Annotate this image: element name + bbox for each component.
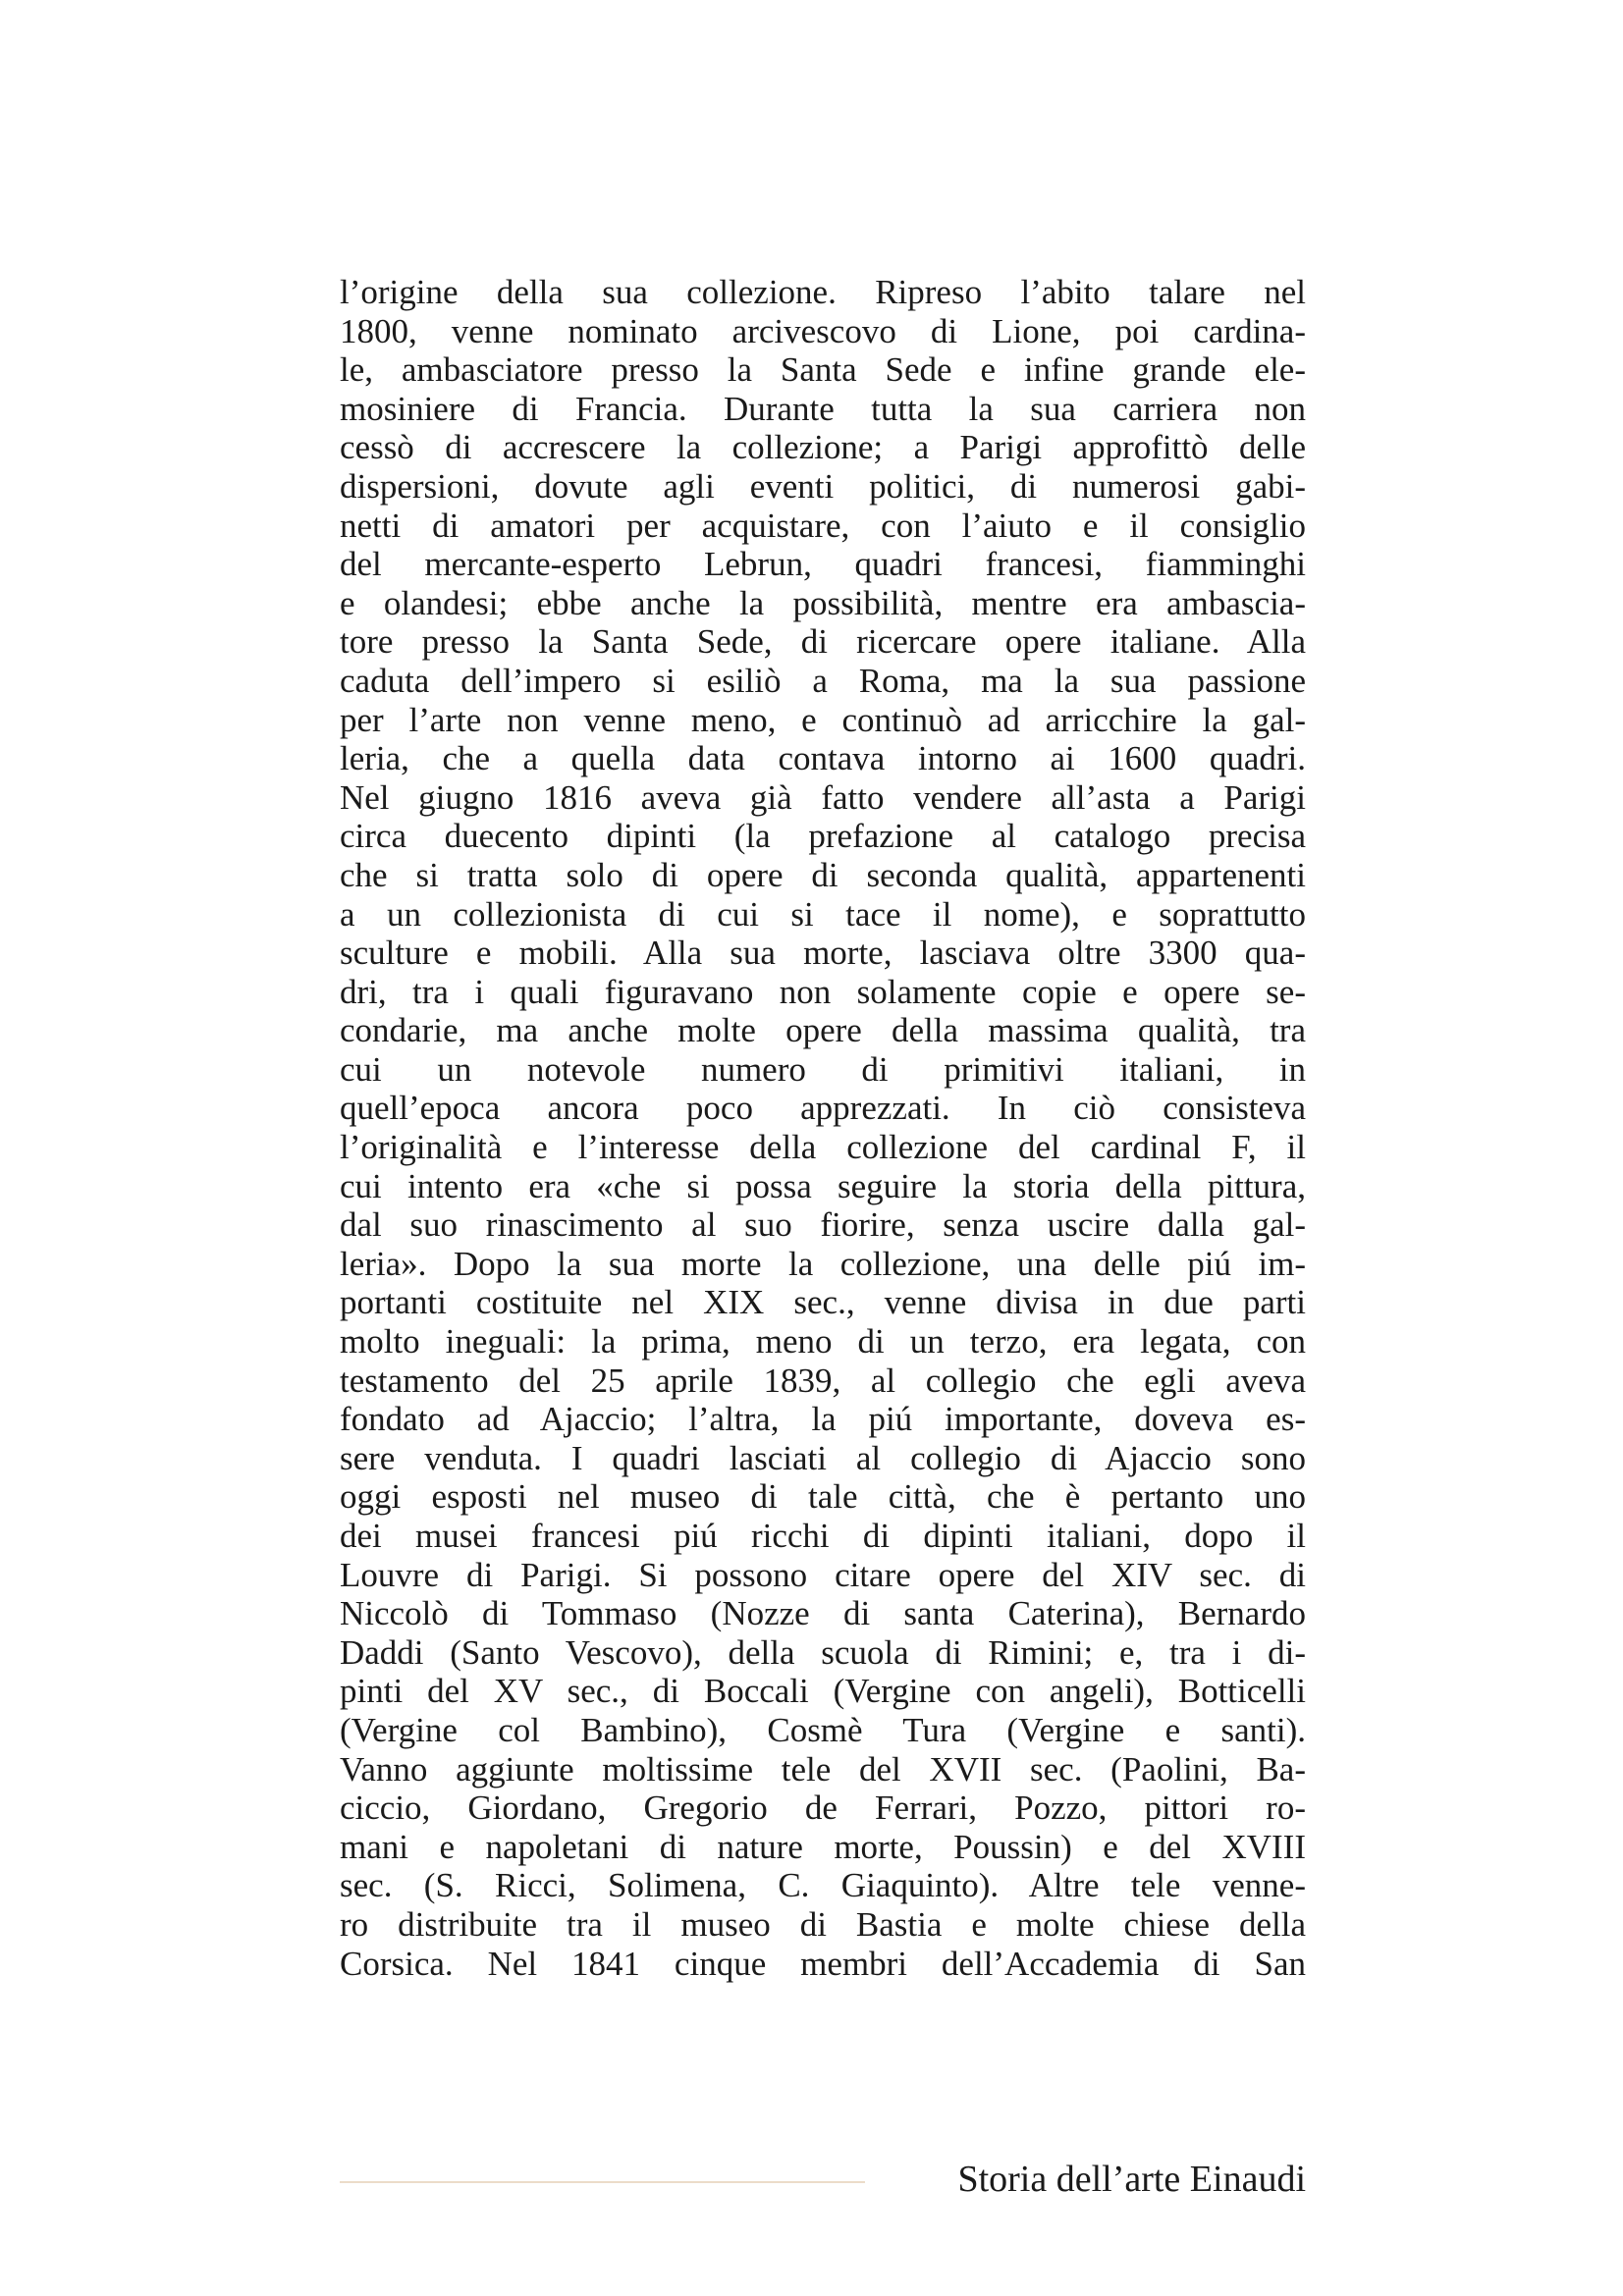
text-line: Louvre di Parigi. Si possono citare opere del XIV sec. di — [340, 1555, 1306, 1594]
text-line: sec. (S. Ricci, Solimena, C. Giaquinto). Altre tele venne- — [340, 1866, 1306, 1905]
text-line: portanti costituite nel XIX sec., venne divisa in due parti — [340, 1283, 1306, 1322]
text-line: dri, tra i quali figuravano non solamente copie e opere se- — [340, 972, 1306, 1011]
text-line: oggi esposti nel museo di tale città, che è pertanto uno — [340, 1477, 1306, 1517]
text-line: dal suo rinascimento al suo fiorire, senza uscire dalla gal- — [340, 1205, 1306, 1245]
text-line: l’origine della sua collezione. Ripreso l’abito talare nel — [340, 273, 1306, 311]
text-line: le, ambasciatore presso la Santa Sede e infine grande ele- — [340, 350, 1306, 390]
text-line: leria». Dopo la sua morte la collezione, una delle piú im- — [340, 1244, 1306, 1283]
text-line: 1800, venne nominato arcivescovo di Lione, poi cardina- — [340, 311, 1306, 350]
text-line: dispersioni, dovute agli eventi politici, di numerosi gabi- — [340, 466, 1306, 506]
text-line: tore presso la Santa Sede, di ricercare opere italiane. Alla — [340, 622, 1306, 662]
text-line: mosiniere di Francia. Durante tutta la sua carriera non — [340, 389, 1306, 428]
text-line: l’originalità e l’interesse della collezione del cardinal F, il — [340, 1128, 1306, 1167]
text-line: condarie, ma anche molte opere della massima qualità, tra — [340, 1011, 1306, 1050]
text-line: mani e napoletani di nature morte, Poussin) e del XVIII — [340, 1827, 1306, 1866]
text-line: Vanno aggiunte moltissime tele del XVII sec. (Paolini, Ba- — [340, 1749, 1306, 1789]
text-line: ro distribuite tra il museo di Bastia e molte chiese della — [340, 1904, 1306, 1944]
text-line: cessò di accrescere la collezione; a Parigi approfittò delle — [340, 428, 1306, 467]
text-line: caduta dell’impero si esiliò a Roma, ma la sua passione — [340, 661, 1306, 700]
text-line: fondato ad Ajaccio; l’altra, la piú importante, doveva es- — [340, 1400, 1306, 1439]
text-line: che si tratta solo di opere di seconda qualità, appartenenti — [340, 855, 1306, 894]
text-line: ciccio, Giordano, Gregorio de Ferrari, Pozzo, pittori ro- — [340, 1789, 1306, 1828]
text-line: dei musei francesi piú ricchi di dipinti italiani, dopo il — [340, 1517, 1306, 1555]
text-line: testamento del 25 aprile 1839, al collegio che egli aveva — [340, 1361, 1306, 1400]
text-line: pinti del XV sec., di Boccali (Vergine con angeli), Botticelli — [340, 1672, 1306, 1711]
text-line: circa duecento dipinti (la prefazione al catalogo precisa — [340, 817, 1306, 856]
text-line: del mercante-esperto Lebrun, quadri francesi, fiamminghi — [340, 545, 1306, 584]
text-line: sculture e mobili. Alla sua morte, lasciava oltre 3300 qua- — [340, 934, 1306, 973]
text-line: molto ineguali: la prima, meno di un terzo, era legata, con — [340, 1322, 1306, 1362]
text-line: leria, che a quella data contava intorno ai 1600 quadri. — [340, 739, 1306, 778]
text-line: Corsica. Nel 1841 cinque membri dell’Accademia di San — [340, 1944, 1306, 1983]
text-line: e olandesi; ebbe anche la possibilità, mentre era ambascia- — [340, 583, 1306, 622]
text-line: per l’arte non venne meno, e continuò ad arricchire la gal- — [340, 700, 1306, 739]
text-line: cui intento era «che si possa seguire la storia della pittura, — [340, 1166, 1306, 1205]
text-line: netti di amatori per acquistare, con l’aiuto e il consiglio — [340, 506, 1306, 545]
text-line: Niccolò di Tommaso (Nozze di santa Caterina), Bernardo — [340, 1594, 1306, 1633]
footer-title: Storia dell’arte Einaudi — [957, 2159, 1306, 2200]
footer-rule — [340, 2181, 865, 2183]
text-line: sere venduta. I quadri lasciati al collegio di Ajaccio sono — [340, 1438, 1306, 1477]
body-text — [340, 273, 1306, 1983]
text-line: (Vergine col Bambino), Cosmè Tura (Vergine e santi). — [340, 1710, 1306, 1749]
text-line: quell’epoca ancora poco apprezzati. In ciò consisteva — [340, 1089, 1306, 1128]
text-line: cui un notevole numero di primitivi italiani, in — [340, 1049, 1306, 1089]
text-line: a un collezionista di cui si tace il nome), e soprattutto — [340, 894, 1306, 934]
text-line: Daddi (Santo Vescovo), della scuola di Rimini; e, tra i di- — [340, 1632, 1306, 1672]
text-line: Nel giugno 1816 aveva già fatto vendere all’asta a Parigi — [340, 777, 1306, 817]
